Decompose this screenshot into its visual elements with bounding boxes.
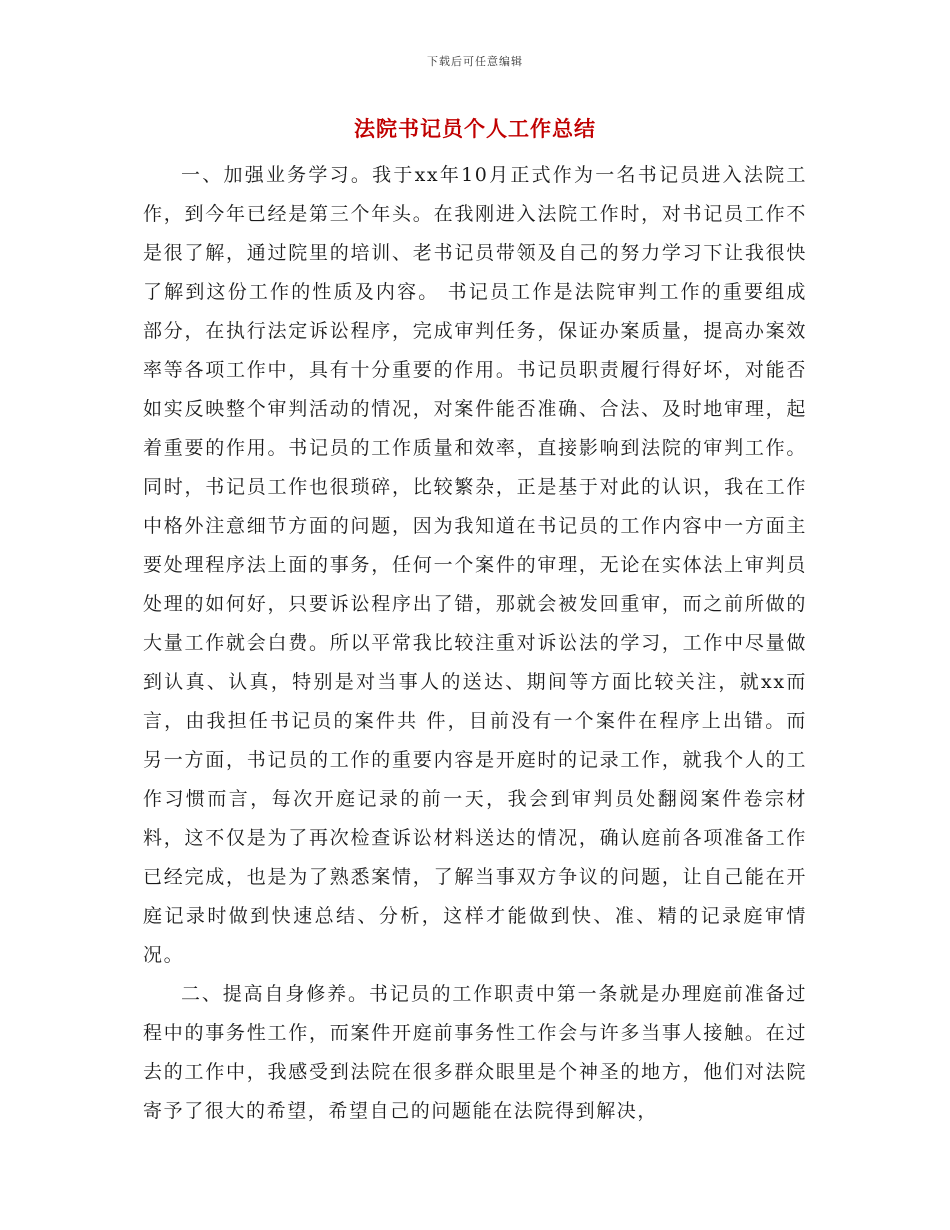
document-body (143, 156, 807, 1131)
paragraph-1: 一、加强业务学习。我于xx年10月正式作为一名书记员进入法院工作，到今年已经是第三个年头。在我刚进入法院工作时，对书记员工作不是很了解，通过院里的培训、老书记员带领及自己的努力学习下让我很快了解到这份工作的性质及内容。 书记员工作是法院审判工作的重要组成部分，在执行法定诉讼程序，完成审判任务，保证办案质量，提高办案效率等各项工作中，具有十分重要的作用。书记员职责履行得好坏，对能否如实反映整个审判活动的情况，对案件能否准确、合法、及时地审理，起着重要的作用。书记员的工作质量和效率，直接影响到法院的审判工作。同时，书记员工作也很琐碎，比较繁杂，正是基于对此的认识，我在工作中格外注意细节方面的问题，因为我知道在书记员的工作内容中一方面主要处理程序法上面的事务，任何一个案件的审理，无论在实体法上审判员处理的如何好，只要诉讼程序出了错，那就会被发回重审，而之前所做的大量工作就会白费。所以平常我比较注重对诉讼法的学习，工作中尽量做到认真、认真，特别是对当事人的送达、期间等方面比较关注，就xx而言，由我担任书记员的案件共 件，目前没有一个案件在程序上出错。而另一方面，书记员的工作的重要内容是开庭时的记录工作，就我个人的工作习惯而言，每次开庭记录的前一天，我会到审判员处翻阅案件卷宗材料，这不仅是为了再次检查诉讼材料送达的情况，确认庭前各项准备工作已经完成，也是为了熟悉案情，了解当事双方争议的问题，让自己能在开庭记录时做到快速总结、分析，这样才能做到快、准、精的记录庭审情况。 (143, 164, 807, 966)
header-note: 下载后可任意编辑 (427, 55, 523, 68)
paragraph-2: 二、提高自身修养。书记员的工作职责中第一条就是办理庭前准备过程中的事务性工作，而案件开庭前事务性工作会与许多当事人接触。在过去的工作中，我感受到法院在很多群众眼里是个神圣的地方，他们对法院寄予了很大的希望，希望自己的问题能在法院得到解决， (143, 983, 807, 1122)
document-title: 法院书记员个人工作总结 (354, 116, 596, 141)
